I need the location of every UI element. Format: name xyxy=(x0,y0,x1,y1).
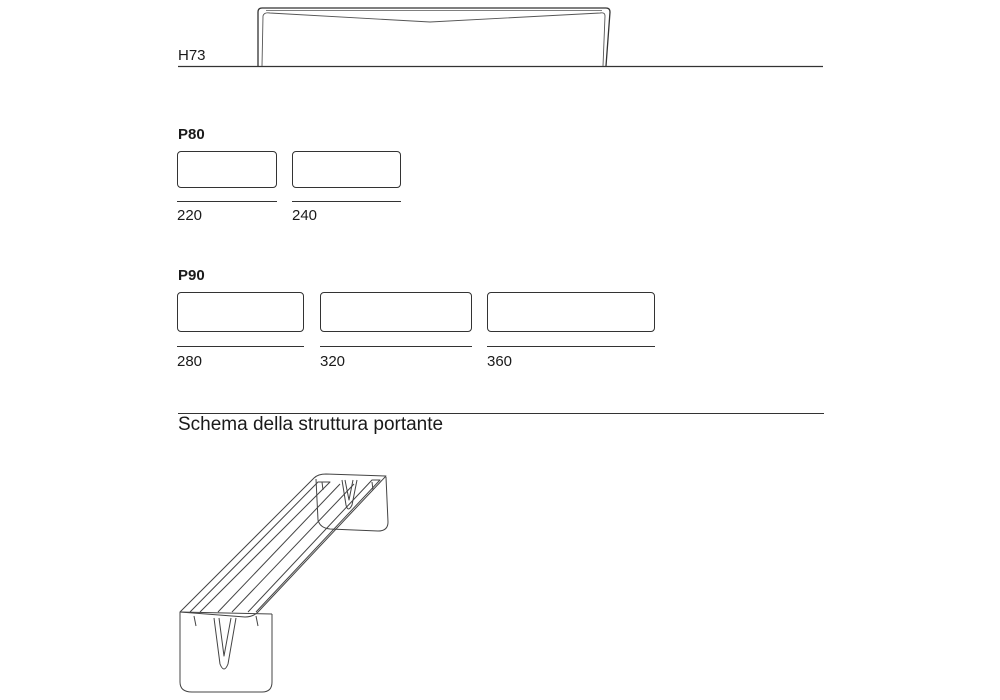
sofa-elevation-outline xyxy=(258,8,610,66)
module-dimension-line xyxy=(320,346,472,347)
module-width-label: 280 xyxy=(177,353,203,370)
module-plan-p90-360 xyxy=(487,292,655,332)
module-plan-p90-280 xyxy=(177,292,304,332)
group-title-p90: P90 xyxy=(178,267,205,284)
module-dimension-line xyxy=(292,201,401,202)
module-dimension-line xyxy=(487,346,655,347)
module-width-label: 240 xyxy=(292,207,318,224)
sofa-elevation-inner xyxy=(262,13,605,66)
module-width-label: 220 xyxy=(177,207,203,224)
group-title-p80: P80 xyxy=(178,126,205,143)
height-label-h73: H73 xyxy=(178,47,206,64)
module-plan-p90-320 xyxy=(320,292,472,332)
module-dimension-line xyxy=(177,346,304,347)
structure-section-title: Schema della struttura portante xyxy=(178,414,444,435)
module-plan-p80-220 xyxy=(177,151,277,188)
module-width-label: 360 xyxy=(487,353,513,370)
module-width-label: 320 xyxy=(320,353,346,370)
module-plan-p80-240 xyxy=(292,151,401,188)
module-dimension-line xyxy=(177,201,277,202)
